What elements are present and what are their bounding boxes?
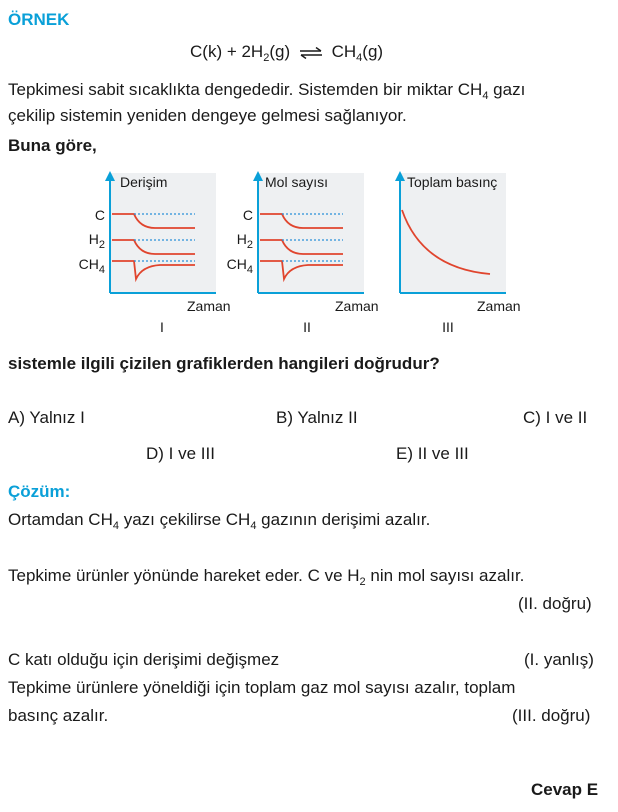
equilibrium-arrow-icon — [299, 47, 323, 59]
question-prompt: sistemle ilgili çizilen grafiklerden hangileri doğrudur? — [8, 354, 440, 373]
solution-line4: Tepkime ürünlere yöneldiği için toplam gaz mol sayısı azalır, toplam — [8, 678, 516, 697]
graph-panel — [110, 173, 216, 293]
answer: Cevap E — [531, 780, 599, 799]
graph-title: Derişim — [120, 174, 168, 190]
solution-line3: C katı olduğu için derişimi değişmez — [8, 650, 280, 669]
option-c[interactable]: C) I ve II — [523, 408, 588, 427]
graph-roman-numeral: III — [442, 319, 454, 335]
solution-heading: Çözüm: — [8, 482, 71, 501]
label-h2: $H_2$ — [236, 231, 253, 251]
x-axis-label: Zaman — [335, 298, 379, 314]
label-c: C — [94, 207, 105, 223]
solution-line1: Ortamdan $CH_4$ yazı çekilirse $CH_4$ gazının derişimi azalır. — [8, 510, 431, 532]
solution-tag-iii: (III. doğru) — [512, 706, 591, 725]
option-e[interactable]: E) II ve III — [396, 444, 469, 463]
reaction-equation — [190, 42, 383, 62]
products: $CH_4(g)$ — [331, 42, 384, 64]
graph-total-pressure — [352, 168, 532, 343]
label-c: C — [242, 207, 253, 223]
graph-title: Toplam basınç — [407, 174, 498, 190]
solution-tag-i: (I. yanlış) — [524, 650, 594, 669]
label-h2: $H_2$ — [88, 231, 105, 251]
question-text-line1: Tepkimesi sabit sıcaklıkta dengededir. Sistemden bir miktar $CH_4$ gazı — [8, 80, 526, 102]
reactants: $C(k) + 2H_2(g)$ — [190, 42, 291, 64]
x-axis-label: Zaman — [477, 298, 521, 314]
graph-panel — [258, 173, 364, 293]
label-ch4: $CH_4$ — [226, 256, 253, 276]
option-a[interactable]: A) Yalnız I — [8, 408, 85, 427]
x-axis-label: Zaman — [187, 298, 231, 314]
label-ch4: $CH_4$ — [78, 256, 105, 276]
question-text-line2: çekilip sistemin yeniden dengeye gelmesi sağlanıyor. — [8, 106, 407, 125]
graph-panel — [400, 173, 506, 293]
solution-tag-ii: (II. doğru) — [518, 594, 592, 613]
graph-roman-numeral: I — [160, 319, 164, 335]
solution-line2: Tepkime ürünler yönünde hareket eder. C ve $H_2$ nin mol sayısı azalır. — [8, 566, 525, 588]
example-heading: ÖRNEK — [8, 10, 70, 29]
question-lead: Buna göre, — [8, 136, 97, 155]
graph-roman-numeral: II — [303, 319, 311, 335]
option-d[interactable]: D) I ve III — [146, 444, 215, 463]
option-b[interactable]: B) Yalnız II — [276, 408, 358, 427]
graph-title: Mol sayısı — [265, 174, 329, 190]
solution-line5: basınç azalır. — [8, 706, 109, 725]
